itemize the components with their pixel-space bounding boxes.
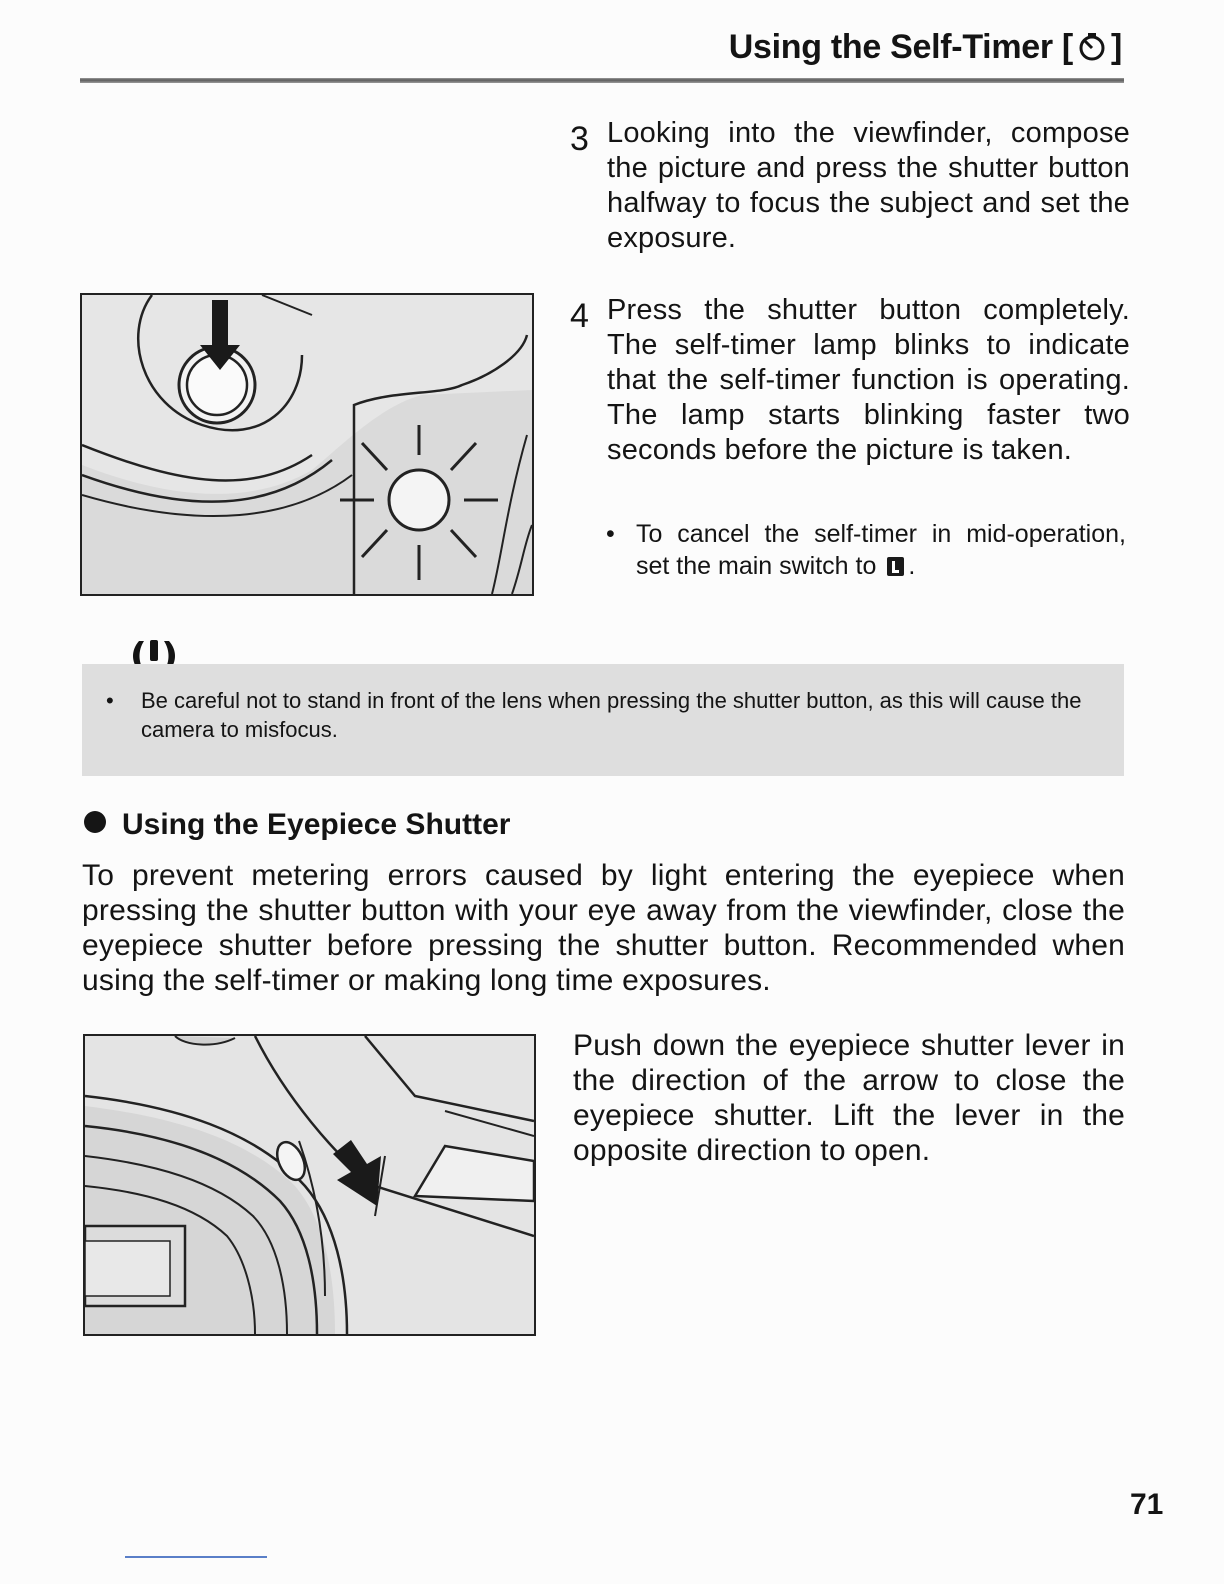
step-4 xyxy=(570,293,1130,468)
step-number: 4 xyxy=(570,297,589,335)
bullet: • xyxy=(606,520,615,548)
section-heading-text: Using the Eyepiece Shutter xyxy=(122,808,511,841)
step-text: Press the shutter button completely. The self-timer lamp blinks to indicate that the self-timer function is operating. The lamp starts blinking faster two seconds before the picture is taken. xyxy=(607,294,1130,466)
self-timer-icon xyxy=(1075,32,1109,62)
cancel-self-timer-note xyxy=(606,518,1126,582)
eyepiece-instruction: Push down the eyepiece shutter lever in the direction of the arrow to close the eyepiece shutter. Lift the lever in the opposite direction to open. xyxy=(573,1029,1125,1167)
page-number: 71 xyxy=(1130,1488,1164,1521)
page-title-prefix: Using the Self-Timer [ xyxy=(728,28,1073,66)
step-text: Looking into the viewfinder, compose the picture and press the shutter button halfway to focus the subject and set the exposure. xyxy=(607,117,1130,254)
step-3 xyxy=(570,116,1130,256)
eyepiece-shutter-illustration xyxy=(83,1034,536,1336)
lock-switch-icon xyxy=(887,557,904,576)
bullet: • xyxy=(106,688,114,713)
section-body: To prevent metering errors caused by light entering the eyepiece when pressing the shutter button with your eye away from the viewfinder, close the eyepiece shutter before pressing the shutter button. Recommended when using the self-timer or making long time exposures. xyxy=(82,859,1125,997)
page-title-suffix: ] xyxy=(1110,28,1122,66)
note-text-end: . xyxy=(908,552,916,580)
caution-text xyxy=(106,686,1116,744)
page-title xyxy=(729,28,1122,67)
heading-bullet-icon xyxy=(84,811,106,833)
step-number: 3 xyxy=(570,120,589,158)
header-rule xyxy=(80,78,1124,83)
caution-message: Be careful not to stand in front of the lens when pressing the shutter button, as this will cause the camera to misfocus. xyxy=(141,688,1082,742)
section-heading xyxy=(84,808,510,842)
note-text: To cancel the self-timer in mid-operation, set the main switch to xyxy=(636,520,1126,580)
bottom-rule xyxy=(125,1556,267,1558)
shutter-button-illustration xyxy=(80,293,534,596)
